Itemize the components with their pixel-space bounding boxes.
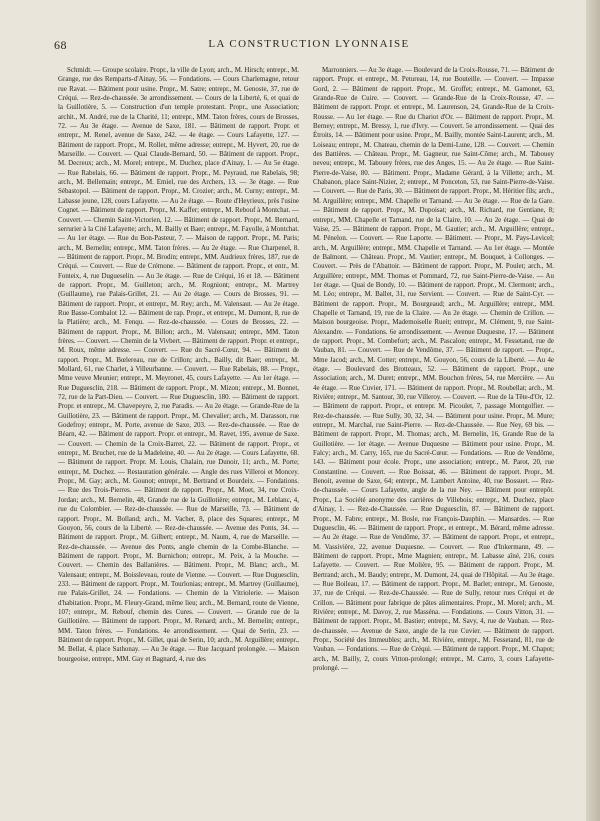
- right-column-text: Marronniers. — Au 3e étage. — Boulevard de la Croix-Rousse, 71. — Bâtiment de rapport. Propr. et entrepr., M. Petureau, 14, rue Bouteille. — Couvert. — Impasse Gord, 2. — Bâtiment de rapport. Propr., M. Groffet; entrepr., M. Gamonet, 63, Grande-Rue de Cuire. — Couvert. — Grande-Rue de la Croix-Rousse, 47. — Bâtiment de rapport. Propr. et entrepr., M. Laurenson, 24, Grande-Rue de la Croix-Rousse. — Au 1er étage. — Rue du Chariot d'Or. — Bâtiment de rapport. Propr., M. Berney; entrepr., M. Bressy, 1, rue d'Ivry. — Couvert. 5e arrondissement. — Quai des Étroits, 14. — Bâtiment pour usine. Propr., M. Bailly, montée Saint-Laurent; arch., M. Loiseau; entrepr., M. Chateau, chemin de la Demi-Lune, 128. — Couvert. — Chemin des Battières. — Château. Propr., M. Gagneur, rue Saint-Côme; arch., M. Tabouey neveu; entrepr., M. Tabouey frères, rue des Anges, 15. — Au 2e étage. — Rue Saint-Pierre-de-Vaise, 80. — Bâtiment. Propr., Madame Gérard, à la Villette; arch., M. Chabanon, place Saint-Nizier, 2; entrepr., M Ponceton, 53, rue Saint-Pierre-de-Vaise. — Couvert. — Rue de Paris, 30. — Bâtiment de rapport. Propr., M. Héritier fils; arch., M. Arguillère; entrepr., MM. Chapelle et Tarnand. — Au 3e étage. — Rue de la Gare. — Bâtiment de rapport. Propr., M. Dupoisat; arch., M. Richard, rue Gentiane, 8; entrepr., MM. Chapelle et Tarnand, rue de la Claire, 10. — Au 2e étage. — Quai de Vaise, 25. — Bâtiment de rapport. Propr., M. Gautier; arch., M. Arguillère; entrepr., M. Pénelon. — Couvert. — Rue Laporte. — Bâtiment. — Propr., M. Pays-Levicel; arch., M. Arguillère; entrepr., MM. Chapelle et Tarnand. — Au 1er étage. — Montée de Balmont. — Château. Propr., M. Vautier; entrepr., M. Bouquet, à Collonges. — Couvert. — Près de l'Abattoir. — Bâtiment de rapport. Propr., M. Poulet; arch., M. Arguillère; entrepr., MM. Thomas et Pommard, 72, rue Saint-Pierre-de-Vaise. — Au 1er étage. — Quai de Bondy, 10. — Bâtiment de rapport. Propr., M. Clermont; arch., M. Léo; entrepr., M. Ballet, 31, rue Servient. — Couvert. — Rue de Saint-Cyr. — Bâtiment de rapport. Propr., M. Bourgeaud; arch., M. Arguillère; entrepr., MM. Chapelle et Tarnand, 19, rue de la Claire. — Au 2e étage. — Chemin de Crillon. — Maison bourgeoise. Propr., Mademoiselle Rueit; entrepr., M. Clément, 9, rue Saint-Alexandre. — Fondations. 6e arrondissement. — Avenue Duquesne, 17. — Bâtiment de rapport. Propr., M. Combefort; arch., M. Pascalon; entrepr., M. Fessetand, rue de Vauban, 81. — Couvert. — Rue de Vendôme, 37. — Bâtiment de rapport. — Propr., Mme Jacod; arch., M. Cotter; entrepr., M. Gouyon, 56, cours de la Liberté. — Au 4e étage. — Boulevard des Brotteaux, 52. — Bâtiment de rapport. Propr., une Association; arch., M. Duret; entrepr., MM. Bouchon frères, 54, rue Mercière. — Au 4e étage. — Rue Cuvier, 171. — Bâtiment de rapport. Propr., M. Roubellat; arch., M. Rivière; entrepr., M. Santour, 30, rue Villeroy. — Couvert. — Rue de la Tête-d'Or, 12. — Bâtiment de rapport. Propr., et entrepr. M. Picoulet, 7, passage Montgolfier. — Rez-de-chaussée. — Rue Sully, 30, 32, 34. — Bâtiment pour usine. Propr., M. Mure; entrepr., M. Marchal, rue Saint-Pierre. — Rez-de-Chaussée. — Rue Ney, 69 bis. — Bâtiment de rapport. Propr., M. Thomas; arch., M. Bernelin, 16, Grande Rue de la Guillotière. — 1er étage. — Avenue Duquesne — Bâtiment pour usine. Propr., M. Falcy; arch., M. Carry, 165, rue du Sacré-Cœur. — Fondations. — Rue de Vendôme, 143. — Bâtiment pour école. Propr., une association; entrepr., M. Parot, 20, rue Constantine. — Couvert. — Rue Boissat, 46. — Bâtiment de rapport. Propr., M. Benoit, avenue de Saxe, 64; entrepr., M. Lambert Antoine, 40, rue Bossuet. — Rez-de-chaussée. — Cours Lafayette, angle de la rue Ney. — Bâtiment pour entrepôt. Propr., La Société anonyme des carrières de Villebois; entrepr., M. Duchez, place d'Ainay, 1. — Rez-de-Chaussée. — Rue Duguesclin, 87. — Bâtiment de rapport. Propr., M. Fabre; entrepr., M. Bosle, rue François-Dauphin. — Mansardes. — Rue Duguesclin, 46. — Bâtiment de rapport. Propr., et entrepr., M. Bérard, même adresse. — Au 2e étage. — Rue de Vendôme, 37. — Bâtiment de rapport. Propr., et entrepr., M. Vassivière, 22, avenue Duquesne. — Couvert. — Rue d'Inkermann, 49. — Bâtiment de rapport. Propr., Mme Magnien; entrepr., M. Labasse aîné, 216, cours Lafayette. — Couvert. — Rue Molière, 95. — Bâtiment de rapport. Propr., M. Bertrand; arch., M. Baudy; entrepr., M. Dumont, 24, quai de l'Hôpital. — Au 3e étage. — Rue Boileau, 17. — Bâtiment de rapport. Propr., M. Barlet; entrepr., M. Genoste, 37, rue de Créqui. — Rez-de-Chaussée. — Rue de Sully, retour rues Créqui et de Crillon. — Bâtiment pour fabrique de pâtes alimentaires. Propr., M. Morel; arch., M. Rivière; entrepr., M. Davoy, 2, rue Masséna. — Fondations. — Cours Vitton, 31. — Bâtiment de rapport. Propr., M. Bastier; entrepr., M. Savy, 4, rue de Vauban. — Rez-de-chaussée. — Avenue de Saxe, angle de la rue Cuvier. — Bâtiment de rapport. Propr., Société des Immeubles; arch., M. Rivière, entrepr., M. Fessetand, 81, rue de Vauban. — Fondations. — Rue de Créqui. — Bâtiment de rapport. Propr., M. Chapot; arch., M. Bailly, 2, cours Vitton-prolongé; entrepr., M. Carro, 3, cours Lafayette-prolongé. —: [313, 66, 554, 672]
- running-title: LA CONSTRUCTION LYONNAISE: [208, 38, 410, 50]
- left-column-text: Schmidt. — Groupe scolaire. Propr., la ville de Lyon; arch., M. Hirsch; entrepr., M. Grange, rue des Remparts-d'Ainay, 56. — Fondations. — Cours Charlemagne, retour rue Ravat. — Bâtiment pour usine. Propr., M. Satre; entrepr., M. Genoste, 37, rue de Créqui. — Rez-de-chaussée. 3e arrondissement. — Cours de la Liberté, 6, et quai de la Guillotière, 5. — Construction d'un temple protestant. Propr., une Association; archit., M. André, rue de la Charité, 11; entrepr., MM. Taton frères, cours de Brosses, 72. — Au 3e étage. — Avenue de Saxe, 181. — Bâtiment de rapport. Propr. et entrepr., M. Renel, avenue de Saxe, 242. — 4e étage. — Cours Lafayette, 127. — Bâtiment de rapport. Propr., M. Rollet, même adresse; entrepr., M. Hyvert, 20, rue de Marseille. — Couvert. — Quai Claude-Bernard, 50. — Bâtiment de rapport. Propr., M. Decreux; arch., M. Morel; entrepr., M. Duchez, place d'Ainay, 1. — Au 5e étage. — Rue Rabelais, 66. — Bâtiment de rapport. Propr., M. Peyraud, rue Rabelais, 98; arch., M. Bellemain; entrepr., M. Emiel, rue des Archers, 13. — 3e étage. — Rue Sébastopol. — Bâtiment de rapport. Propr., M. Crozier; arch., M. Curny; entrepr., M. Labasse jeune, 128, cours Lafayette. — Au 2e étage. — Route d'Heyrieux, près l'usine Cognet. — Bâtiment de rapport. Propr., M. Kaffer; entrepr., M. Rebouf à Montchat. — Couvert. — Chemin Saint-Victorien, 12. — Bâtiment de rapport. Propr., M. Bernard, serrurier à la Cité Lafayette; arch., M. Bailly et Baer; entrepr., M. Fayolle, à Montchat. — Au 1er étage. — Rue du Bon-Pasteur, 7. — Maison de rapport. Propr., M. Paris; arch., M. Bernelin; entrepr., MM. Taton frères. — Au 2e étage. — Rue Charpenel, 8. — Bâtiment de rapport. Propr., M. Brodin; entrepr., MM. Audrieux frères, 187, rue de Créqui. — Couvert. — Rue de Crémone. — Bâtiment de rapport. Propr., et entr., M. Fonteix, 4, rue Dugueselin. — Au 3e étage. — Rue de Créqui, 16 et 18. — Bâtiment de rapport. Propr., M. Guilleton; arch., M. Rogniont; entrepr., M. Martrey (Guillaume), rue Palais-Grillet, 21. — Au 2e étage. — Cours de Brosses, 91. — Bâtiment de rapport. Propr., et entrepr., M. Rey; arch., M. Valensaut. — Au 2e étage. Rue Basse-Combalot 12. — Bâtiment de rap. Propr., et entrepr., M. Dumont, 8, rue de la Platière; arch., M. Fenqu. — Rez-de-chaussée. — Cours de Brosses, 22. — Bâtiment de rapport. Propr., M. Billon; arch., M. Valensaut; entrepr., MM. Taton frères. — Couvert. — Chemin de la Vivbert. — Bâtiment de rapport. Propr. et entrepr., M. Roux, même adresse. — Couvert. — Rue du Sacré-Cœur, 94. — Bâtiment de rapport. Propr., M. Bœlereau, rue de Crillon; arch., Bailly, dit Baer; entrepr., M. Mollard, 61, rue Charlet, à Villeurbanne. — Couvert. — Rue Rabelais, 88. — Propr., Mme veuve Meunier; entrepr., M. Meyronet, 45, cours Lafayette. — Au 1er étage. — Rue Duguesclin, 218. — Bâtiment de rapport. Propr., M. Mizon; entrepr., M. Bonnet, 72, rue de la Part-Dieu. — Couvert. — Rue Duguesclin, 180. — Bâtiment de rapport. Propr. et entrepr., M. Chavepeyre, 2, rue Paradis. — Au 2e étage. — Grande-Rue de la Guillotière, 23. — Bâtiment de rapport. Propr., M. Chevalier; arch., M. Darasson, rue Godefroy; entrepr., M. Porte, avenue de Saxe, 203. — Rez-de-chaussée. — Rue de Béarn, 42. — Bâtiment de rapport. Propr. et entrepr., M. Ravet, 195, avenue de Saxe. — Couvert. — Chemin de la Croix-Barret, 22. — Bâtiment de rapport. Propr., et entrepr., M. Bruchet, rue de la Madeleine, 40. — Au 2e étage. — Cours Lafayette, 68. — Bâtiment de rapport. Propr. M. Louis, Chalain, rue Dunoir, 11; arch., M. Porte; entrepr., M. Duchez. — Restauration générale. — Angle des rues Villeroi et Moncey. Propr., M. Gay; arch., M. Gounot; entrepr., M. Bertrand et Bourdeix. — Fondations. — Rue des Trois-Pierres. — Bâtiment de rapport. Propr., M. Moet, 34, rue Croix-Jordan; arch., M. Bernelin, 48, Grande rue de la Guillotière; entrepr., M. Leblanc, 4, rue du Colombier. — Rez-de-chaussée. — Rue de Marseille, 73. — Bâtiment de rapport. Propr., M. Bolland; arch., M. Vacher, 8, place des Squares; entrepr., M Gouyon, 56, cours de la Liberté. — Rez-de-chaussée. — Avenue des Ponts, 34. — Bâtiment de rapport. Propr., M. Gilbert; entrepr., M. Naum, 4, rue de Marseille. — Rez-de-chaussée. — Avenue des Ponts, angle chemin de la Combe-Blanche. — Bâtiment de rapport. Propr., M. Burnichon; entrepr., M. Peix, à la Mouche. — Couvert. — Chemin des Ballanières. — Bâtiment. Propr., M. Blanc; arch., M. Valensaut; entrepr., M. Boissleveau, route de Vienne. — Couvert. — Rue Duguesclin, 233. — Bâtiment de rapport. Propr., M. Tourlonias; entrepr., M. Martrey (Guillaume), rue Palais-Grillet, 24. — Fondations. — Chemin de la Vitriolerie. — Maison d'habitation. Propr., M. Fleury-Grand, même lieu; arch., M. Bernard, route de Vienne, 107; entrepr., M. Rebouf, chemin des Cures. — Couvert. — Grande rue de la Guillotière. — Bâtiment de rapport. Propr., M. Renard; arch., M. Bernelin; entrepr., MM. Taton frères. — Fondations. 4e arrondissement. — Quai de Serin, 23. — Bâtiment de rapport. Propr., M. Gillet, quai de Serin, 10; arch., M. Arguillère; entrepr., M. Bellat, 4, place Sathonay. — Au 3e étage. — Rue Jacquard prolongée. — Maison bourgeoise, entrepr., MM. Gay et Bagnard, 4, rue des: [58, 66, 299, 663]
- text-columns: [58, 66, 554, 806]
- left-column: [58, 66, 299, 806]
- page-header: [54, 38, 564, 52]
- book-gutter: [586, 0, 600, 821]
- page-number: 68: [54, 38, 67, 52]
- right-column: [313, 66, 554, 806]
